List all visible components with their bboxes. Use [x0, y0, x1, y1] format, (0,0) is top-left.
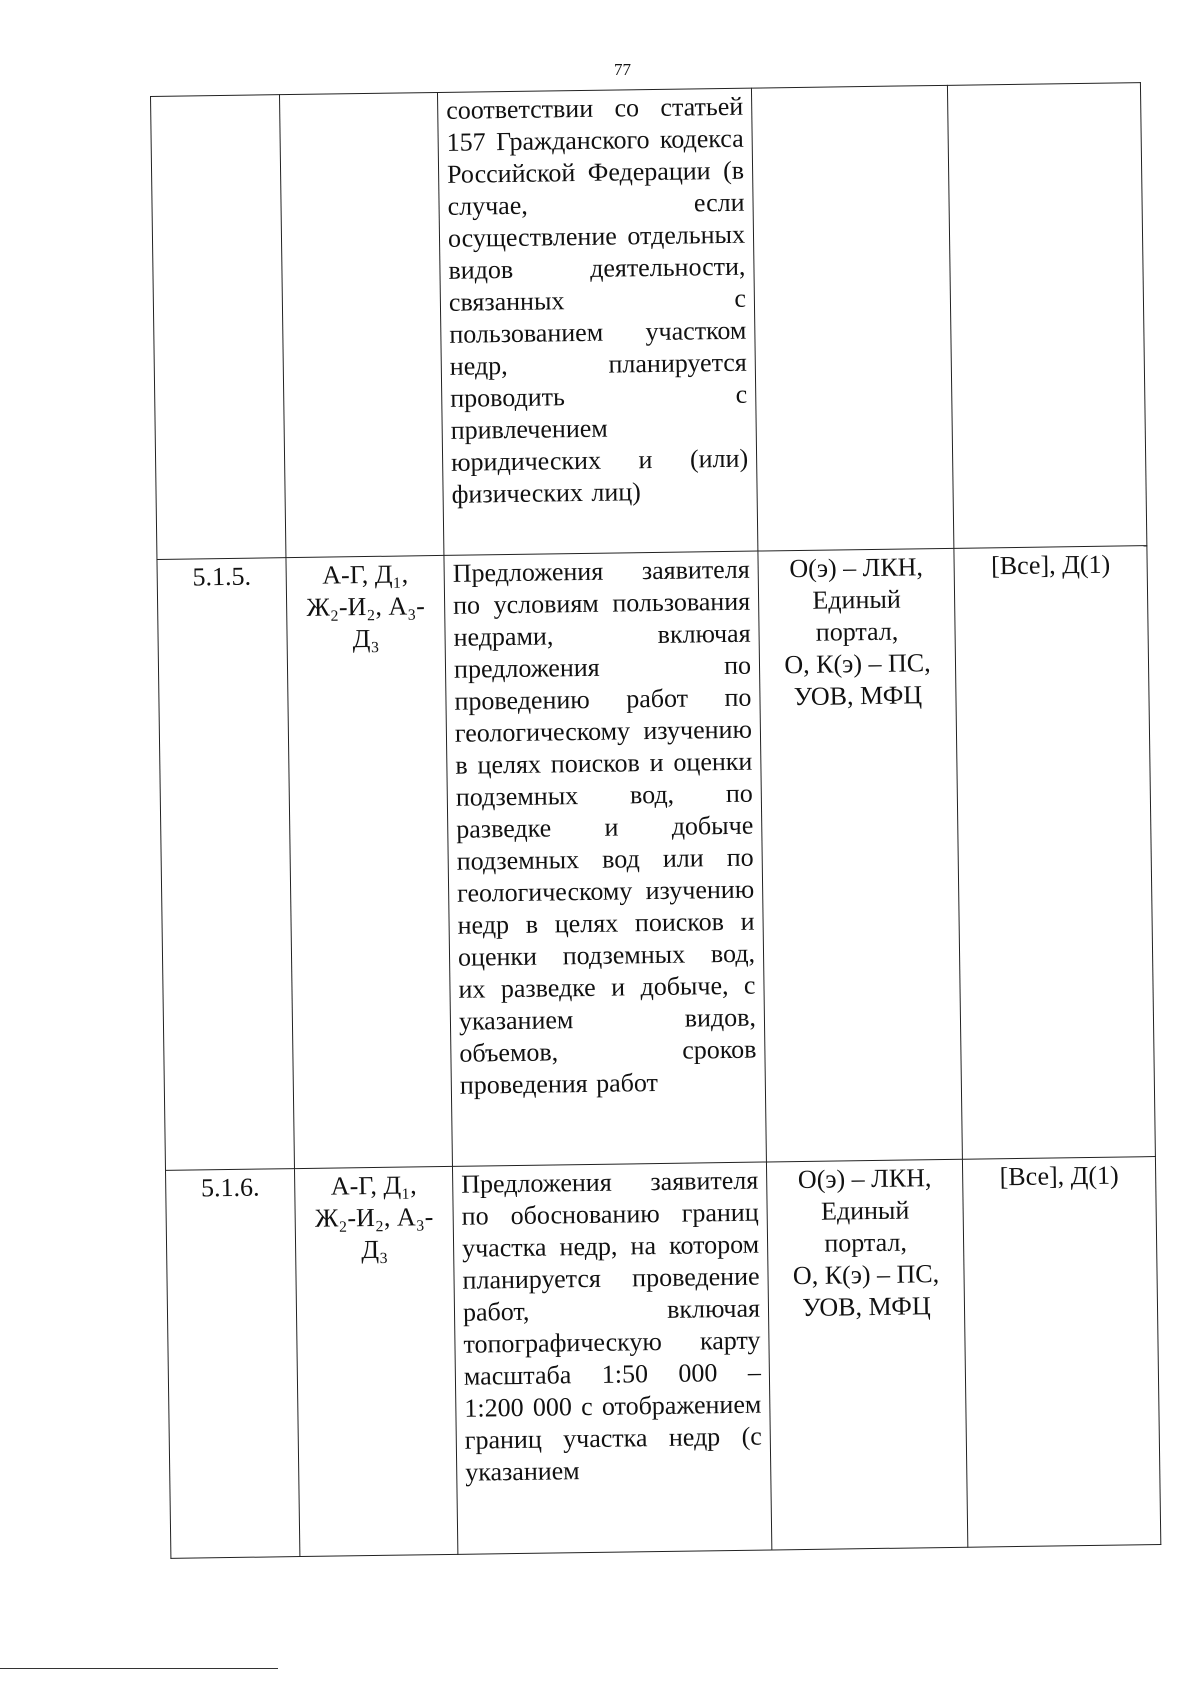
document-sheet [150, 82, 1160, 1571]
services-table [150, 82, 1161, 1559]
page-number: 77 [614, 60, 631, 79]
submission-method-cell [766, 1159, 967, 1550]
applicant-code-line: Ж₂-И₂, А₃- [306, 591, 426, 622]
submission-method-line: УОВ, МФЦ [802, 1291, 931, 1323]
applicant-codes-cell [286, 555, 453, 1168]
applicant-code-line: А-Г, Д₁, [330, 1170, 417, 1201]
category-cell: [Все], Д(1) [954, 546, 1156, 1160]
table-row [157, 546, 1155, 1171]
applicant-code-line: А-Г, Д₁, [322, 559, 409, 590]
submission-method-line: Единый [820, 1195, 910, 1226]
document-description: Предложения заявителя по условиям пользования недрами, включая предложения по проведению работ по геологическому изучению в целях поисков и оценки подземных вод, по разведке и добыче подземных вод или по геологическому изучению недр в целях поисков и оценки подземных вод, их разведке и добыче, с указанием видов, объемов, сроков проведения работ [452, 554, 757, 1100]
document-description-cell [437, 88, 757, 555]
category-cell: [Все], Д(1) [962, 1157, 1160, 1548]
submission-method-line: О(э) – ЛКН, [789, 552, 924, 584]
submission-method-line: портал, [824, 1227, 908, 1258]
document-description-cell [452, 1162, 771, 1554]
submission-method-line: О(э) – ЛКН, [797, 1163, 932, 1195]
submission-method-line: УОВ, МФЦ [793, 680, 923, 712]
table-row [151, 83, 1147, 560]
submission-method-cell [751, 85, 953, 551]
applicant-code-line: Д₃ [361, 1234, 389, 1265]
applicant-codes-cell [279, 92, 443, 557]
table-row [166, 1157, 1161, 1559]
submission-method-line: Единый [812, 584, 901, 615]
document-description: Предложения заявителя по обоснованию границ участка недр, на котором планируется проведение работ, включая топографическую карту масштаба 1:50 000 – 1:200 000 с отображением границ участка недр (с указанием [461, 1165, 762, 1487]
submission-method-cell [758, 548, 963, 1162]
row-number-cell: 5.1.6. [166, 1169, 300, 1559]
document-description-cell [444, 551, 767, 1166]
document-description: соответствии со статьей 157 Гражданского кодекса Российской Федерации (в случае, если осуществление отдельных видов деятельности, связанных с пользованием участком недр, планируется проводить с привлечением юридических и (или) физических лиц) [446, 91, 749, 509]
row-number-cell: 5.1.5. [157, 558, 295, 1171]
category-cell [947, 83, 1146, 549]
applicant-code-line: Ж₂-И₂, А₃- [314, 1202, 434, 1233]
applicant-codes-cell [294, 1166, 457, 1556]
submission-method-line: О, К(э) – ПС, [784, 648, 931, 680]
applicant-code-line: Д₃ [352, 623, 380, 654]
submission-method-line: О, К(э) – ПС, [792, 1259, 940, 1291]
row-number-cell [151, 95, 286, 560]
footnote-divider [0, 1668, 278, 1669]
submission-method-line: портал, [815, 616, 899, 647]
